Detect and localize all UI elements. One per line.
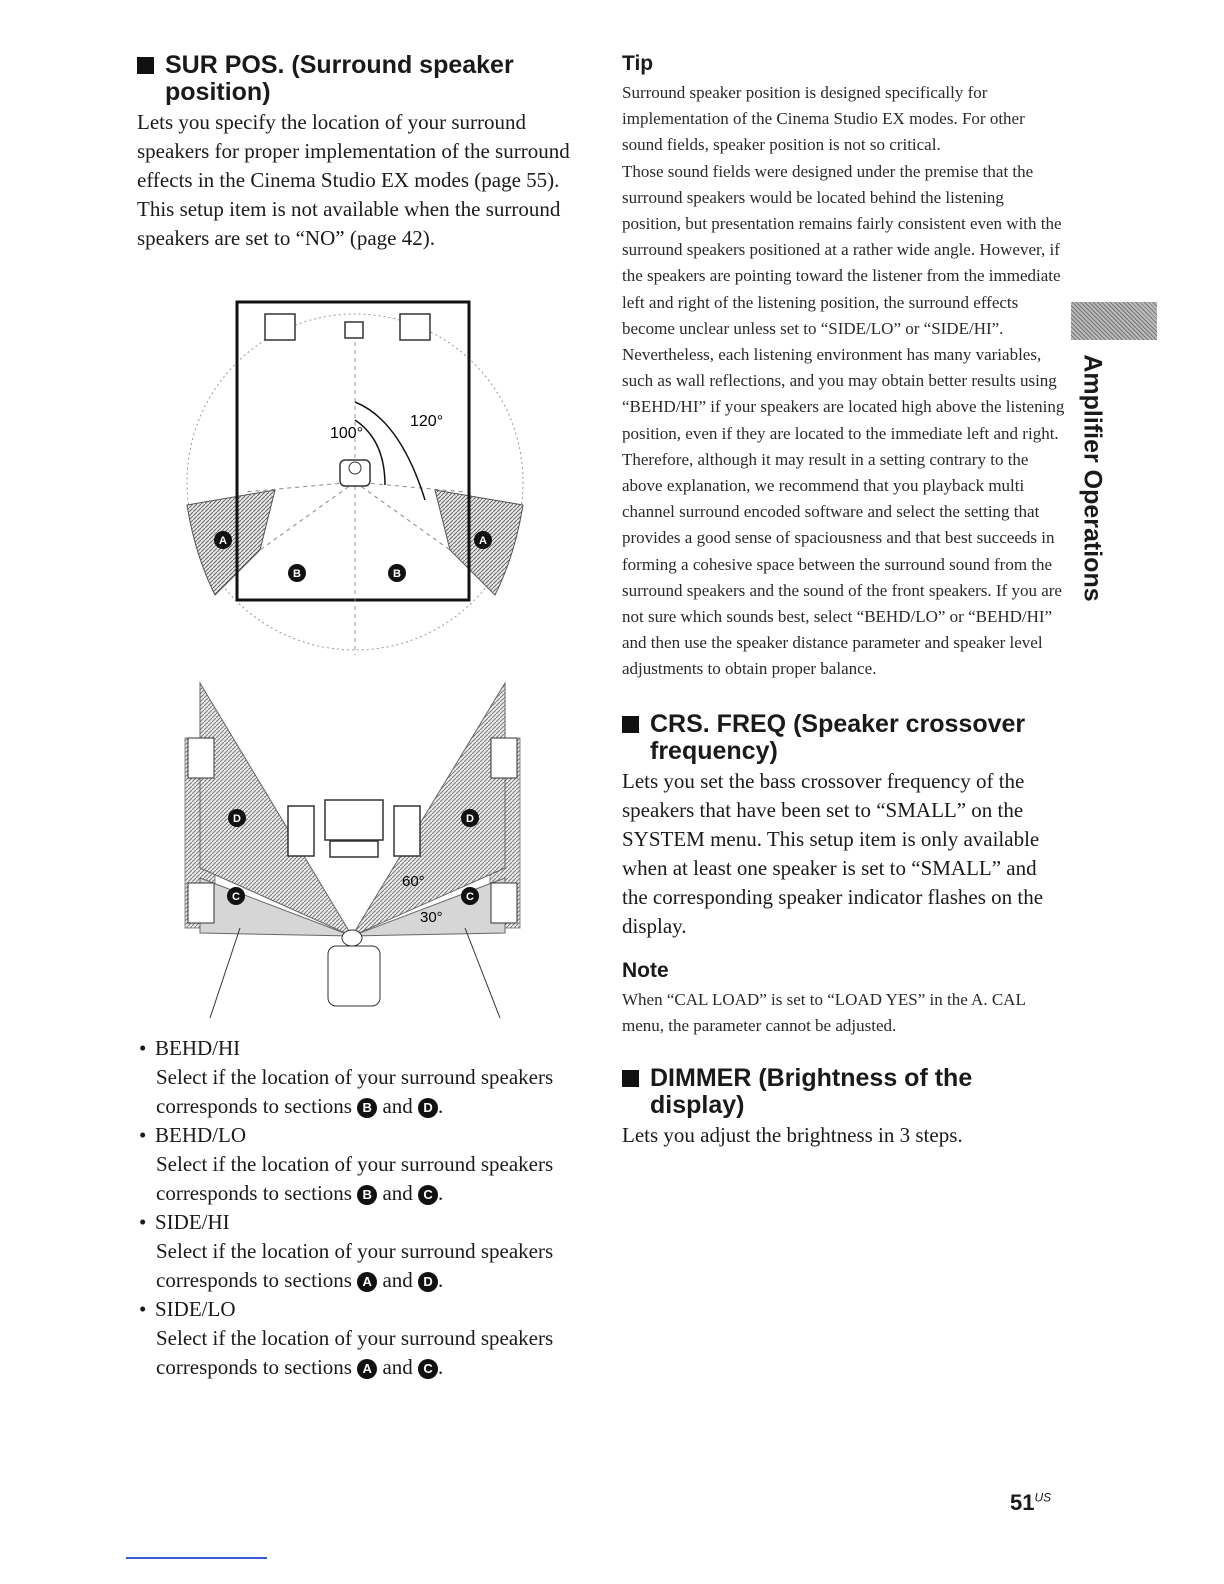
- crs-freq-title-line1: CRS. FREQ (Speaker crossover: [650, 709, 1026, 738]
- angle-60-label: 60°: [402, 873, 425, 890]
- tip-paragraph-3: Nevertheless, each listening environment has many variables, such as wall reflections, and you may obtain better results using “BEHD/HI” if your speakers are located high above the listening position, even if they are located to the immediate left and right.: [622, 345, 1065, 443]
- section-badge: D: [418, 1098, 438, 1118]
- zone-c-left-letter: C: [232, 891, 240, 903]
- front-right-speaker-icon: [394, 806, 420, 856]
- crs-freq-title-line2: frequency): [650, 736, 778, 765]
- dimmer-section: [622, 1065, 1067, 1150]
- angle-30-label: 30°: [420, 909, 443, 926]
- surround-right-high-speaker-icon: [491, 738, 517, 778]
- dimmer-title-line2: display): [650, 1091, 745, 1120]
- listener-chair-icon: [328, 946, 380, 1006]
- dimmer-body: Lets you adjust the brightness in 3 steps.: [622, 1123, 963, 1148]
- tip-paragraph-1: Surround speaker position is designed specifically for implementation of the Cinema Studio EX modes. For other sound fields, speaker position is not so critical.: [622, 83, 1025, 155]
- tip-heading: Tip: [622, 52, 654, 75]
- tip-paragraph-4: Therefore, although it may result in a setting contrary to the above explanation, we recommend that you playback multi channel surround encoded software and select the setting that provides a good sense of spaciousness and that best succeeds in forming a cohesive space between the surround sound from the surround speakers and the sound of the front speakers. If you are not sure which sounds best, select “BEHD/LO” or “BEHD/HI” and then use the speaker distance parameter and speaker level adjustments to obtain proper balance.: [622, 449, 1062, 679]
- room-outline: [237, 302, 469, 600]
- list-bullet: •: [139, 1036, 147, 1060]
- zone-a-left-letter: A: [219, 535, 227, 547]
- speaker-position-top-view-diagram: [185, 300, 530, 662]
- listener-head-icon: [342, 930, 362, 946]
- zone-d-left-letter: D: [233, 813, 241, 825]
- option-name: SIDE/HI: [155, 1210, 230, 1234]
- option-name: BEHD/HI: [155, 1036, 241, 1060]
- section-badge: A: [357, 1272, 377, 1292]
- tip-paragraph-2: Those sound fields were designed under the premise that the surround speakers would be located behind the listening position, but presentation remains fairly consistent even with the surround speakers positioned at a rather wide angle. However, if the speakers are pointing toward the listener from the immediate left and right of the listening position, the surround effects become unclear unless set to “SIDE/LO” or “SIDE/HI”.: [622, 161, 1062, 338]
- speaker-height-front-view-diagram: [180, 678, 525, 1020]
- section-badge: C: [418, 1185, 438, 1205]
- option-behd-hi: [137, 1034, 577, 1121]
- sur-pos-section: [137, 52, 577, 253]
- center-speaker-icon: [330, 841, 378, 857]
- front-right-speaker-icon: [400, 314, 430, 340]
- option-name: SIDE/LO: [155, 1297, 236, 1321]
- zone-c-right-letter: C: [466, 891, 474, 903]
- option-desc: Select if the location of your surround speakers corresponds to sections B and C .: [156, 1152, 554, 1205]
- heading-bullet: [622, 716, 639, 733]
- tip-box: [622, 52, 1067, 683]
- sur-pos-title-line1: SUR POS. (Surround speaker: [165, 51, 514, 79]
- zone-d-right-letter: D: [466, 813, 474, 825]
- option-behd-lo: [137, 1121, 577, 1208]
- heading-bullet: [622, 1070, 639, 1087]
- surround-left-high-speaker-icon: [188, 738, 214, 778]
- option-desc: Select if the location of your surround speakers corresponds to sections A and D .: [156, 1239, 554, 1292]
- surround-left-low-speaker-icon: [188, 883, 214, 923]
- side-section-label-text: Amplifier Operations: [1078, 354, 1107, 602]
- surround-position-options-list: [137, 1034, 577, 1382]
- side-section-label: [1072, 354, 1112, 602]
- footer-rule: [126, 1557, 267, 1559]
- note-body: When “CAL LOAD” is set to “LOAD YES” in the A. CAL menu, the parameter cannot be adjusted.: [622, 989, 1026, 1035]
- center-speaker-icon: [345, 322, 363, 338]
- list-bullet: •: [139, 1123, 147, 1147]
- front-left-speaker-icon: [265, 314, 295, 340]
- tv-icon: [325, 800, 383, 840]
- section-badge: B: [357, 1185, 377, 1205]
- zone-b-left-letter: B: [293, 568, 301, 580]
- crs-freq-heading: [622, 711, 1067, 765]
- section-badge: D: [418, 1272, 438, 1292]
- crs-freq-body: Lets you set the bass crossover frequency of the speakers that have been set to “SMALL” on the SYSTEM menu. This setup item is only available when at least one speaker is set to “SMALL” and the corresponding speaker indicator flashes on the display.: [622, 768, 1044, 938]
- list-bullet: •: [139, 1297, 147, 1321]
- list-bullet: •: [139, 1210, 147, 1234]
- zone-a-right-letter: A: [479, 535, 487, 547]
- section-badge: C: [418, 1359, 438, 1379]
- section-badge: B: [357, 1098, 377, 1118]
- angle-120-label: 120°: [410, 413, 444, 430]
- section-thumb-tab: [1071, 302, 1157, 340]
- option-side-lo: [137, 1295, 577, 1382]
- dimmer-title-line1: DIMMER (Brightness of the: [650, 1064, 973, 1093]
- page-number: $51^{US}$: [1010, 1490, 1052, 1515]
- right-column: [622, 52, 1067, 1150]
- sur-pos-heading: [137, 52, 577, 106]
- option-desc: Select if the location of your surround speakers corresponds to sections B and D .: [156, 1065, 554, 1118]
- note-box: [622, 959, 1067, 1039]
- dimmer-heading: [622, 1065, 1067, 1119]
- option-name: BEHD/LO: [155, 1123, 246, 1147]
- surround-right-low-speaker-icon: [491, 883, 517, 923]
- sur-pos-title-line2: position): [165, 78, 271, 106]
- zone-b-right-letter: B: [393, 568, 401, 580]
- option-side-hi: [137, 1208, 577, 1295]
- angle-100-label: 100°: [330, 425, 364, 442]
- front-left-speaker-icon: [288, 806, 314, 856]
- heading-bullet: [137, 57, 154, 74]
- option-desc: Select if the location of your surround speakers corresponds to sections A and C .: [156, 1326, 554, 1379]
- note-heading: Note: [622, 958, 669, 982]
- crs-freq-section: [622, 711, 1067, 941]
- section-badge: A: [357, 1359, 377, 1379]
- sur-pos-body: Lets you specify the location of your surround speakers for proper implementation of the surround effects in the Cinema Studio EX modes (page 55). This setup item is not available when the surround speakers are set to “NO” (page 42).: [137, 110, 570, 250]
